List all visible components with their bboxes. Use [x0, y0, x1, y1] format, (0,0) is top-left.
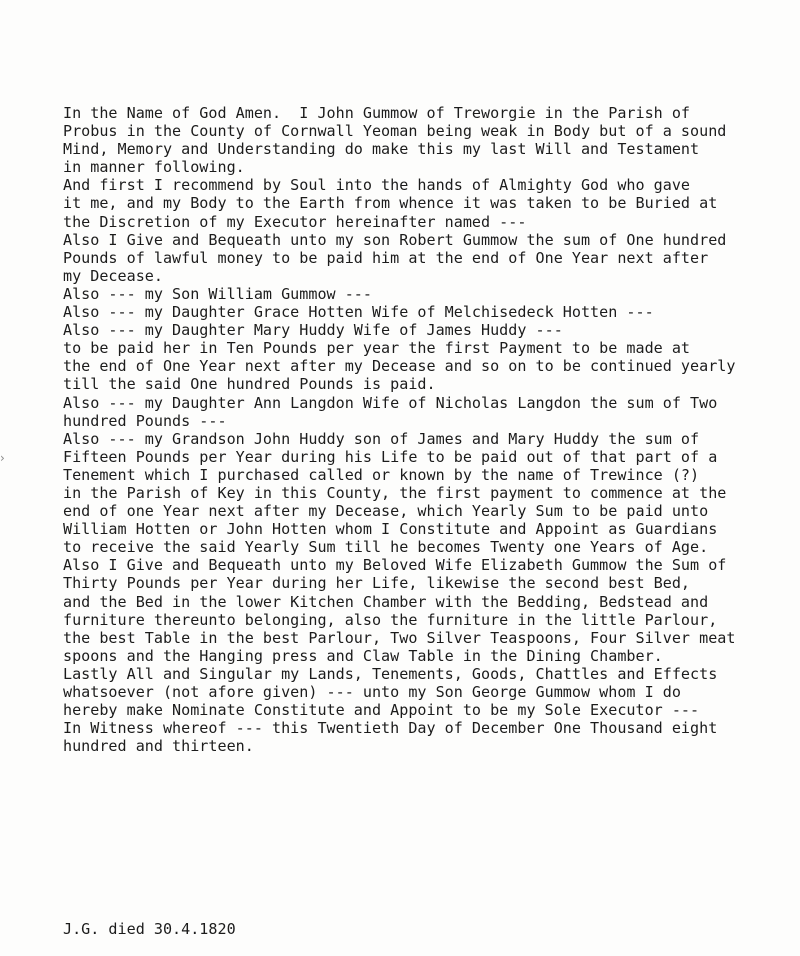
text-line: the end of One Year next after my Decease and so on to be continued yearly [63, 357, 736, 376]
text-line: Tenement which I purchased called or known by the name of Trewince (?) [63, 465, 700, 484]
text-line: to receive the said Yearly Sum till he becomes Twenty one Years of Age. [63, 538, 709, 557]
text-line: Also I Give and Bequeath unto my Beloved Wife Elizabeth Gummow the Sum of [63, 556, 727, 575]
text-line: hundred and thirteen. [63, 737, 254, 756]
text-line: it me, and my Body to the Earth from whence it was taken to be Buried at [63, 194, 718, 213]
text-line: Also --- my Son William Gummow --- [63, 284, 372, 303]
death-date-footnote: J.G. died 30.4.1820 [63, 920, 236, 938]
text-line: William Hotten or John Hotten whom I Constitute and Appoint as Guardians [63, 520, 718, 539]
text-line: whatsoever (not afore given) --- unto my Son George Gummow whom I do [63, 683, 681, 701]
text-line: hereby make Nominate Constitute and Appoint to be my Sole Executor --- [63, 701, 700, 720]
text-line: the best Table in the best Parlour, Two Silver Teaspoons, Four Silver meat [63, 628, 736, 647]
text-line: spoons and the Hanging press and Claw Table in the Dining Chamber. [63, 646, 663, 665]
text-line: In Witness whereof --- this Twentieth Day of December One Thousand eight [63, 719, 718, 738]
text-line: Also --- my Daughter Grace Hotten Wife of Melchisedeck Hotten --- [63, 303, 654, 322]
text-line: Probus in the County of Cornwall Yeoman being weak in Body but of a sound [63, 122, 727, 141]
text-line: in the Parish of Key in this County, the first payment to commence at the [63, 483, 727, 502]
text-line: Lastly All and Singular my Lands, Tenements, Goods, Chattles and Effects [63, 664, 718, 683]
text-line: end of one Year next after my Decease, which Yearly Sum to be paid unto [63, 502, 709, 521]
text-line: and the Bed in the lower Kitchen Chamber with the Bedding, Bedstead and [63, 592, 709, 611]
text-line: my Decease. [63, 266, 163, 285]
left-edge-mark: › [0, 451, 5, 465]
text-line: in manner following. [63, 158, 245, 177]
text-line: Mind, Memory and Understanding do make this my last Will and Testament [63, 140, 700, 159]
text-line: And first I recommend by Soul into the hands of Almighty God who gave [63, 176, 691, 195]
will-text [63, 104, 735, 755]
text-line: the Discretion of my Executor hereinafter named --- [63, 212, 527, 231]
text-line: Also --- my Daughter Mary Huddy Wife of James Huddy --- [63, 321, 563, 340]
text-line: furniture thereunto belonging, also the furniture in the little Parlour, [63, 610, 718, 629]
text-line: Pounds of lawful money to be paid him at the end of One Year next after [63, 248, 709, 267]
text-line: Also --- my Grandson John Huddy son of James and Mary Huddy the sum of [63, 429, 700, 448]
text-line: Thirty Pounds per Year during her Life, likewise the second best Bed, [63, 574, 691, 593]
text-line: Fifteen Pounds per Year during his Life to be paid out of that part of a [63, 447, 718, 466]
text-line: Also I Give and Bequeath unto my son Robert Gummow the sum of One hundred [63, 230, 727, 249]
text-line: to be paid her in Ten Pounds per year the first Payment to be made at [63, 339, 691, 358]
text-line: Also --- my Daughter Ann Langdon Wife of Nicholas Langdon the sum of Two [63, 393, 718, 412]
text-line: hundred Pounds --- [63, 411, 227, 430]
text-line: In the Name of God Amen. I John Gummow of Treworgie in the Parish of [63, 104, 691, 122]
text-line: till the said One hundred Pounds is paid. [63, 375, 436, 394]
